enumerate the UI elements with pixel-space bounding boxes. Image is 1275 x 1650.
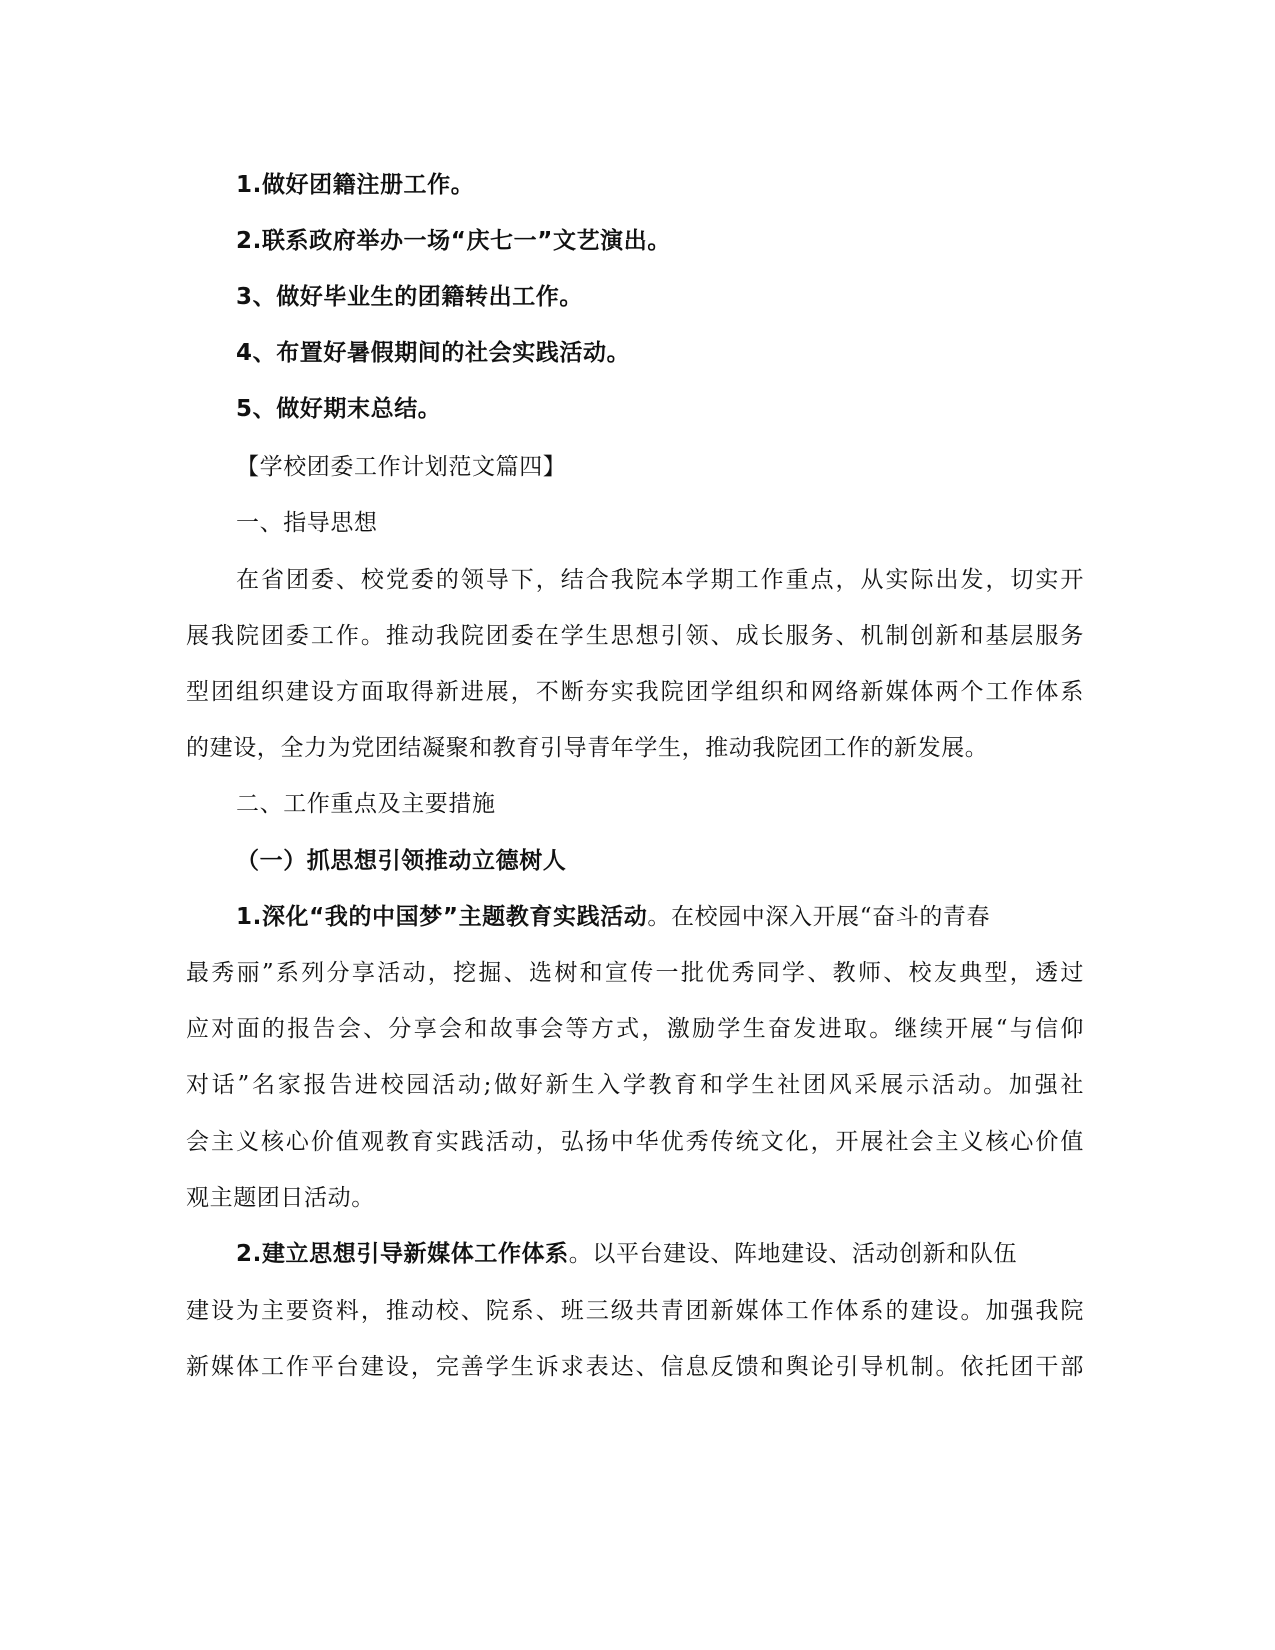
paragraph-line: 应对面的报告会、分享会和故事会等方式，激励学生奋发进取。继续开展“与信仰 xyxy=(186,1016,1084,1042)
list-item: 1.做好团籍注册工作。 xyxy=(236,172,475,198)
subheading: （一）抓思想引领推动立德树人 xyxy=(236,848,567,874)
list-item: 2.联系政府举办一场“庆七一”文艺演出。 xyxy=(236,228,671,254)
heading-key-work: 二、工作重点及主要措施 xyxy=(236,791,496,817)
list-item: 3、做好毕业生的团籍转出工作。 xyxy=(236,284,584,310)
point-1-first-line xyxy=(236,902,1084,932)
list-item: 4、布置好暑假期间的社会实践活动。 xyxy=(236,340,631,366)
paragraph-line: 的建设，全力为党团结凝聚和教育引导青年学生，推动我院团工作的新发展。 xyxy=(186,735,989,761)
paragraph-line: 建设为主要资料，推动校、院系、班三级共青团新媒体工作体系的建设。加强我院 xyxy=(186,1298,1084,1324)
paragraph-line: 对话”名家报告进校园活动;做好新生入学教育和学生社团风采展示活动。加强社 xyxy=(186,1072,1084,1098)
point-1-text: 。在校园中深入开展“奋斗的青春 xyxy=(647,904,991,930)
point-2-text: 。以平台建设、阵地建设、活动创新和队伍 xyxy=(568,1241,1018,1267)
section-title: 【学校团委工作计划范文篇四】 xyxy=(236,454,567,480)
heading-guiding-thought: 一、指导思想 xyxy=(236,510,378,536)
paragraph-line: 观主题团日活动。 xyxy=(186,1185,375,1211)
list-item: 5、做好期末总结。 xyxy=(236,396,442,422)
point-1-title: 1.深化“我的中国梦”主题教育实践活动 xyxy=(236,904,648,930)
paragraph-line: 会主义核心价值观教育实践活动，弘扬中华优秀传统文化，开展社会主义核心价值 xyxy=(186,1129,1084,1155)
paragraph-line: 型团组织建设方面取得新进展，不断夯实我院团学组织和网络新媒体两个工作体系 xyxy=(186,679,1084,705)
paragraph-line: 新媒体工作平台建设，完善学生诉求表达、信息反馈和舆论引导机制。依托团干部 xyxy=(186,1354,1084,1380)
paragraph-line: 展我院团委工作。推动我院团委在学生思想引领、成长服务、机制创新和基层服务 xyxy=(186,623,1084,649)
point-2-title: 2.建立思想引导新媒体工作体系 xyxy=(236,1241,569,1267)
paragraph-line: 在省团委、校党委的领导下，结合我院本学期工作重点，从实际出发，切实开 xyxy=(236,567,1084,593)
point-2-first-line xyxy=(236,1239,1084,1269)
paragraph-line: 最秀丽”系列分享活动，挖掘、选树和宣传一批优秀同学、教师、校友典型，透过 xyxy=(186,960,1084,986)
